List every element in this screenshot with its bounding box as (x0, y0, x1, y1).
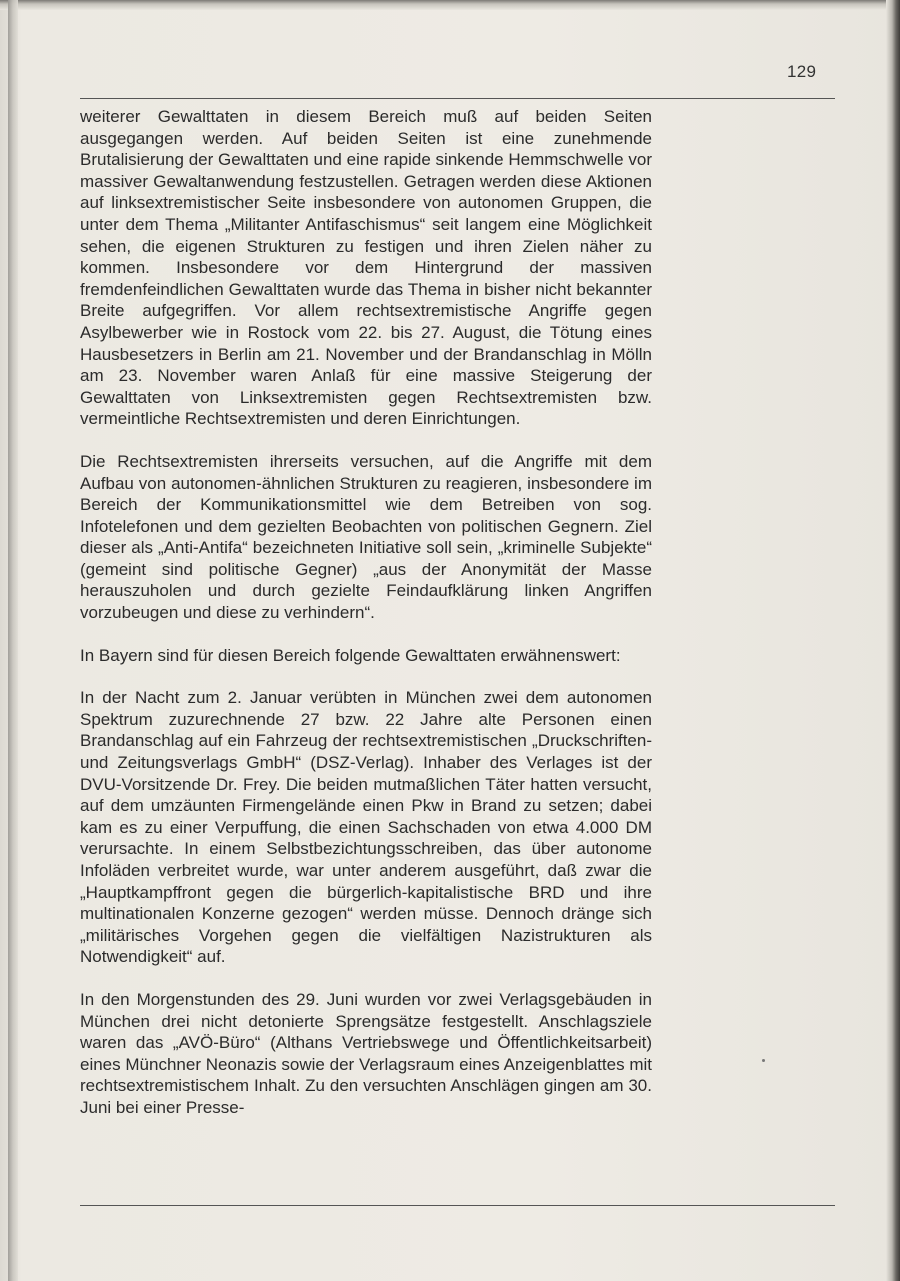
footer-rule (80, 1205, 835, 1206)
page-number: 129 (787, 62, 817, 81)
paragraph-2: Die Rechtsextremisten ihrerseits versuchen, auf die Angriffe mit dem Aufbau von autonomen-ähnlichen Strukturen zu reagieren, insbesondere im Bereich der Kommunikationsmittel wie dem Betreiben von sog. Infotelefonen und dem gezielten Beobachten von politischen Gegnern. Ziel dieser als „Anti-Antifa“ bezeichneten Initiative soll sein, „kriminelle Subjekte“ (gemeint sind politische Gegner) „aus der Anonymität der Masse herauszuholen und durch gezielte Feindaufklärung linken Angriffen vorzubeugen und diese zu verhindern“. (80, 451, 652, 623)
body-text (80, 106, 652, 1140)
paragraph-3: In Bayern sind für diesen Bereich folgende Gewalttaten erwähnenswert: (80, 645, 621, 665)
paragraph-1: weiterer Gewalttaten in diesem Bereich muß auf beiden Seiten ausgegangen werden. Auf beiden Seiten ist eine zunehmende Brutalisierung der Gewalttaten und eine rapide sinkende Hemmschwelle vor massiver Gewaltanwendung festzustellen. Getragen werden diese Aktionen auf linksextremistischer Seite insbesondere von autonomen Gruppen, die unter dem Thema „Militanter Antifaschismus“ seit langem eine Möglichkeit sehen, die eigenen Strukturen zu festigen und ihren Zielen näher zu kommen. Insbesondere vor dem Hintergrund der massiven fremdenfeindlichen Gewalttaten wurde das Thema in bisher nicht bekannter Breite aufgegriffen. Vor allem rechtsextremistische Angriffe gegen Asylbewerber wie in Rostock vom 22. bis 27. August, die Tötung eines Hausbesetzers in Berlin am 21. November und der Brandanschlag in Mölln am 23. November waren Anlaß für eine massive Steigerung der Gewalttaten von Linksextremisten gegen Rechtsextremisten bzw. vermeintliche Rechtsextremisten und deren Einrichtungen. (80, 107, 652, 429)
page-right-edge (886, 0, 900, 1281)
page-binding-shadow (8, 0, 18, 1281)
page-top-edge (0, 0, 900, 10)
paragraph-5: In den Morgenstunden des 29. Juni wurden vor zwei Verlagsgebäuden in München drei nicht detonierte Sprengsätze festgestellt. Anschlagsziele waren das „AVÖ-Büro“ (Althans Vertriebswege und Öffentlichkeitsarbeit) eines Münchner Neonazis sowie der Verlagsraum eines Anzeigenblattes mit rechtsextremistischem Inhalt. Zu den versuchten Anschlägen gingen am 30. Juni bei einer Presse- (80, 989, 652, 1117)
paragraph-4: In der Nacht zum 2. Januar verübten in München zwei dem autonomen Spektrum zuzurechnende 27 bzw. 22 Jahre alte Personen einen Brandanschlag auf ein Fahrzeug der rechtsextremistischen „Druckschriften- und Zeitungsverlags GmbH“ (DSZ-Verlag). Inhaber des Verlages ist der DVU-Vorsitzende Dr. Frey. Die beiden mutmaßlichen Täter hatten versucht, auf dem umzäunten Firmengelände einen Pkw in Brand zu setzen; dabei kam es zu einer Verpuffung, die einen Sachschaden von etwa 4.000 DM verursachte. In einem Selbstbezichtungsschreiben, das über autonome Infoläden verbreitet wurde, war unter anderem ausgeführt, daß zwar die „Hauptkampffront gegen die bürgerlich-kapitalistische BRD und ihre multinationalen Konzerne gezogen“ werden müsse. Dennoch dränge sich „militärisches Vorgehen gegen die vielfältigen Nazistrukturen als Notwendigkeit“ auf. (80, 688, 652, 967)
header-rule (80, 98, 835, 99)
scan-speck (762, 1059, 765, 1062)
